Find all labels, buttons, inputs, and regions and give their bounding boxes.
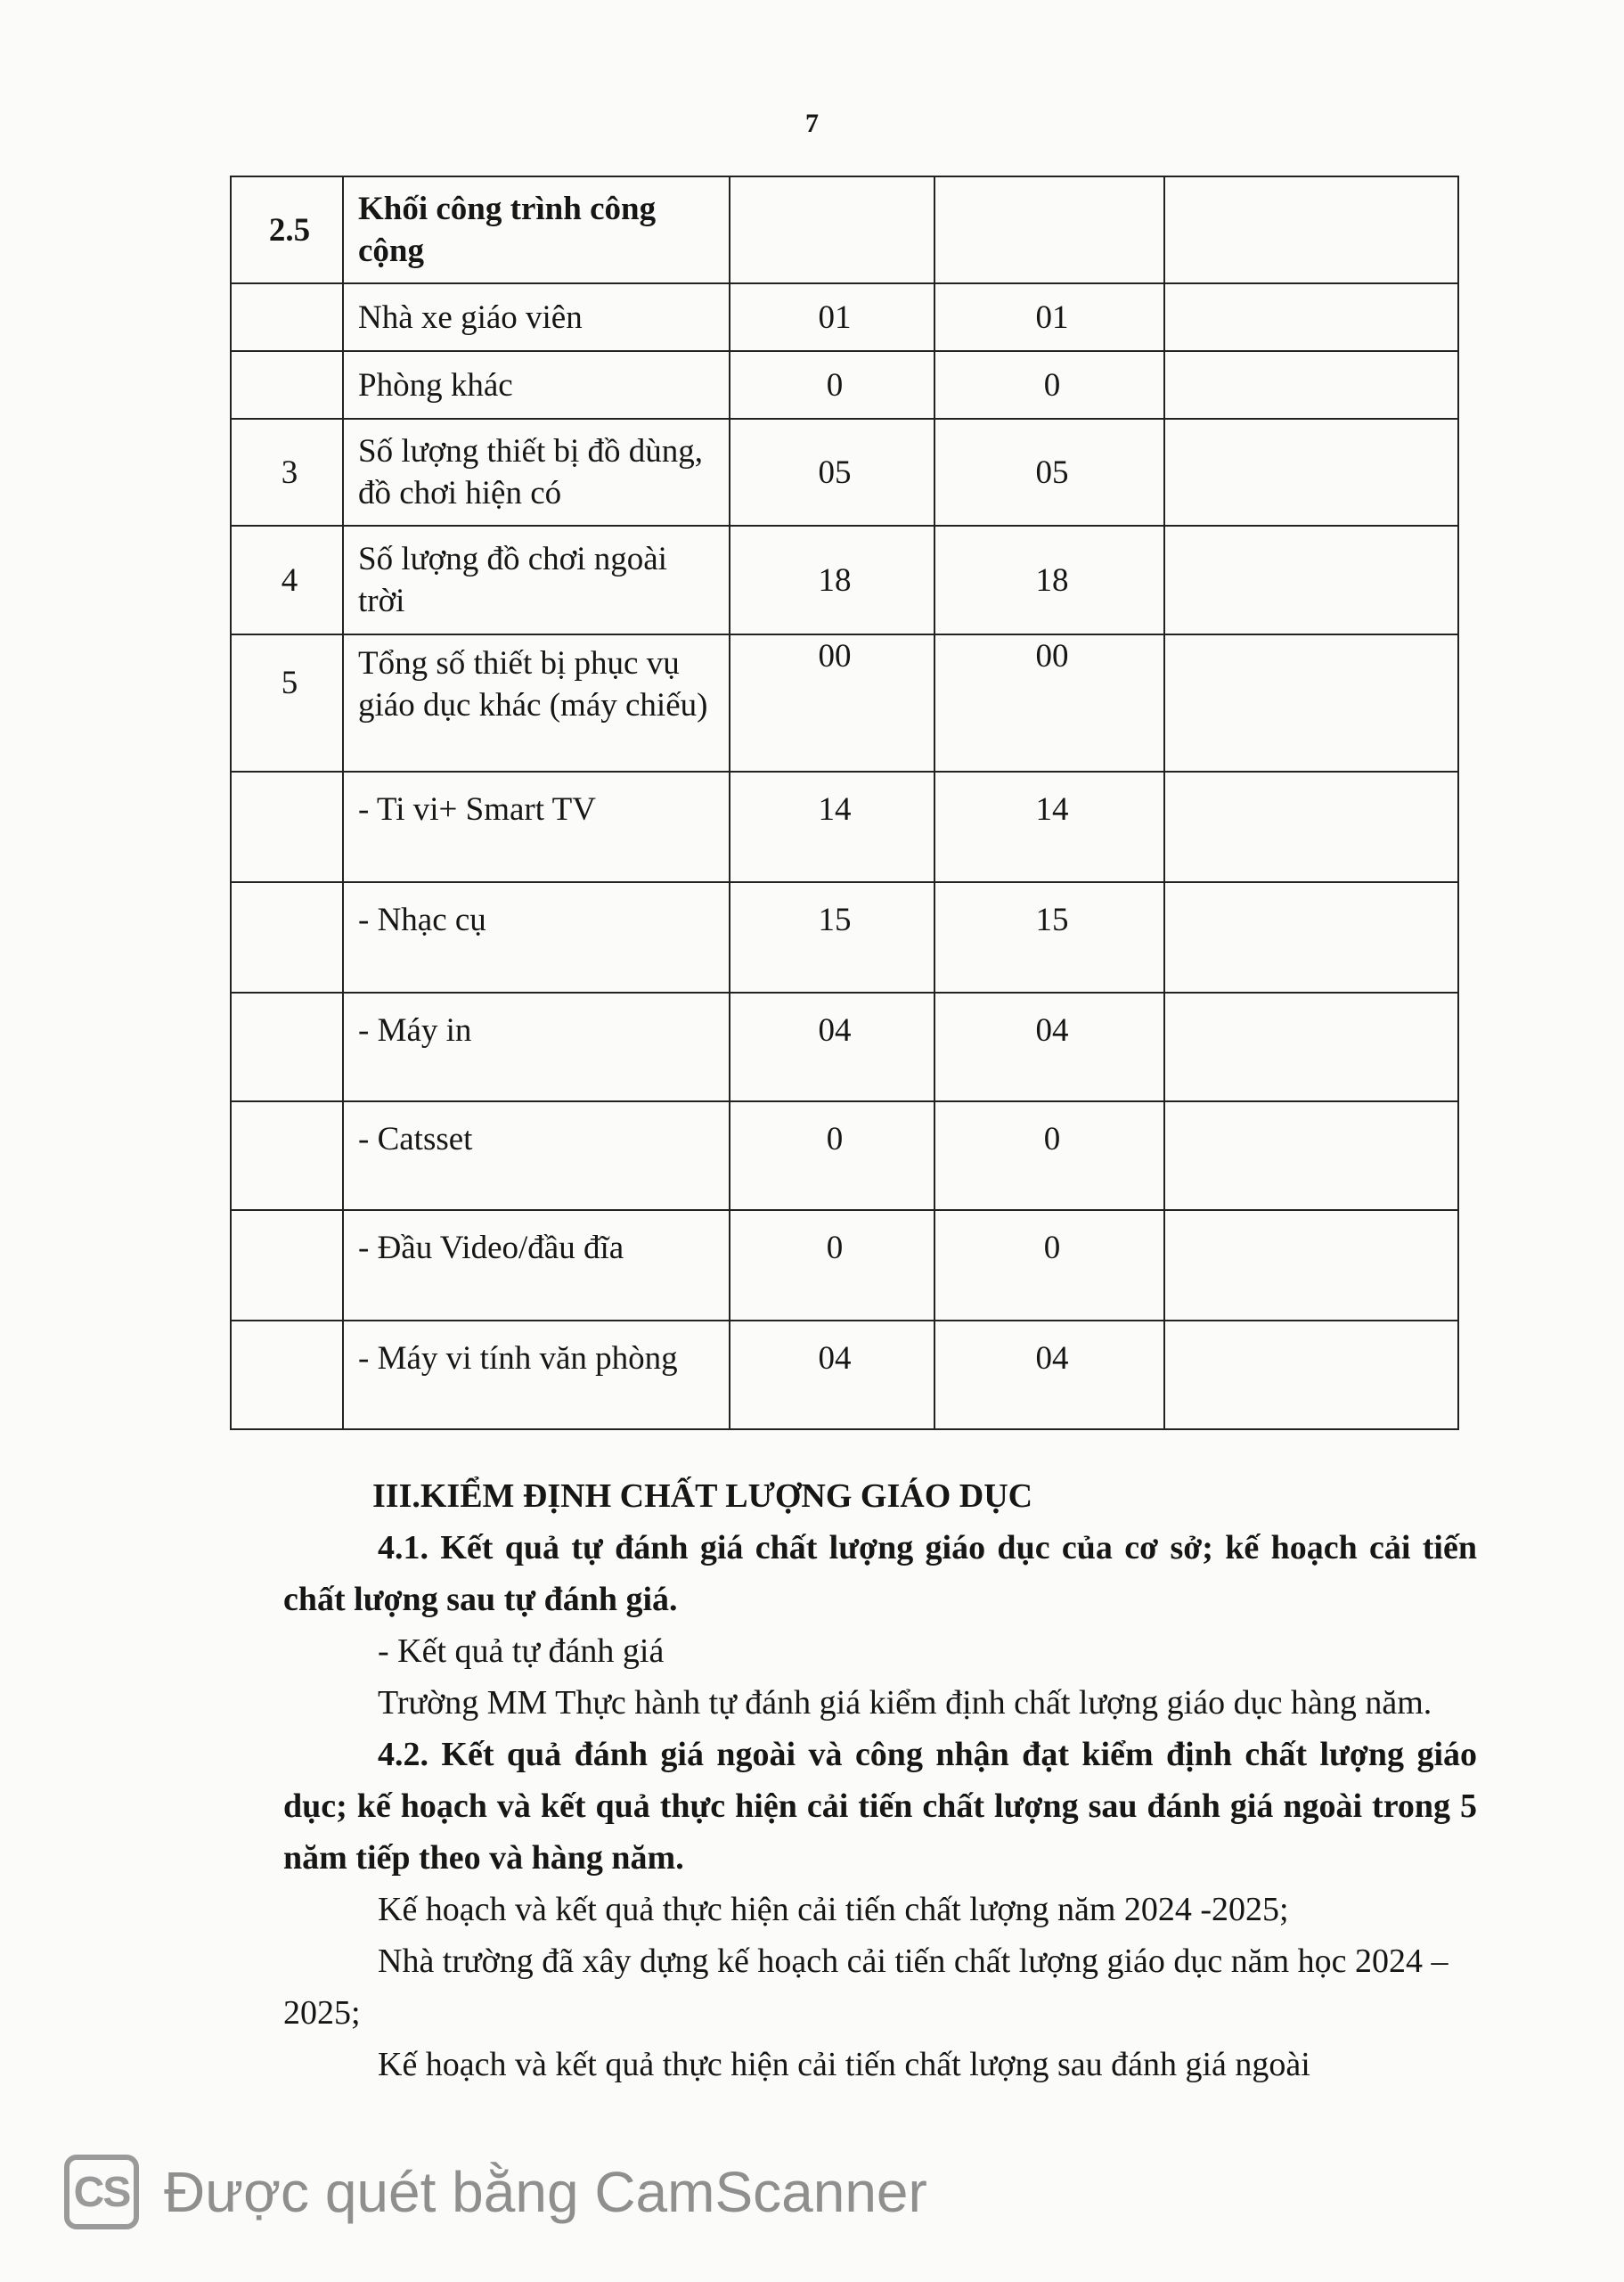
- watermark-text: Được quét bằng CamScanner: [164, 2160, 927, 2224]
- row-value-1-cell: 0: [730, 351, 934, 419]
- row-value-2-cell: 05: [934, 419, 1164, 526]
- section-heading: III.KIỂM ĐỊNH CHẤT LƯỢNG GIÁO DỤC: [372, 1477, 1033, 1515]
- row-number-cell: [231, 283, 343, 351]
- table-row: [231, 772, 1458, 882]
- table-row: [231, 993, 1458, 1101]
- row-note-cell: [1164, 882, 1458, 993]
- row-value-2-cell: 04: [934, 1321, 1164, 1429]
- row-number-cell: [231, 1101, 343, 1210]
- row-note-cell: [1164, 283, 1458, 351]
- row-number-cell: [231, 351, 343, 419]
- row-number-cell: [231, 1210, 343, 1321]
- row-note-cell: [1164, 1101, 1458, 1210]
- row-note-cell: [1164, 993, 1458, 1101]
- table-row: [231, 176, 1458, 283]
- row-item-cell: Số lượng thiết bị đồ dùng, đồ chơi hiện có: [343, 419, 730, 526]
- row-value-1-cell: 14: [730, 772, 934, 882]
- row-item-cell: Nhà xe giáo viên: [343, 283, 730, 351]
- row-number-cell: 2.5: [231, 176, 343, 283]
- section-4-1-subtitle: - Kết quả tự đánh giá: [378, 1632, 665, 1670]
- row-item-cell: Khối công trình công cộng: [343, 176, 730, 283]
- row-note-cell: [1164, 526, 1458, 634]
- row-value-2-cell: 0: [934, 1210, 1164, 1321]
- table-row: [231, 634, 1458, 772]
- row-number-cell: [231, 993, 343, 1101]
- row-number-cell: [231, 882, 343, 993]
- page-number: 7: [805, 109, 819, 138]
- row-number-cell: [231, 1321, 343, 1429]
- row-number-cell: 4: [231, 526, 343, 634]
- row-note-cell: [1164, 351, 1458, 419]
- row-value-2-cell: 15: [934, 882, 1164, 993]
- section-4-2-line-3: Kế hoạch và kết quả thực hiện cải tiến chất lượng sau đánh giá ngoài: [378, 2046, 1310, 2083]
- row-number-cell: 5: [231, 634, 343, 772]
- quality-accreditation-section: [283, 1470, 1477, 2090]
- table-body: [231, 176, 1458, 1429]
- row-item-cell: - Đầu Video/đầu đĩa: [343, 1210, 730, 1321]
- table-row: [231, 283, 1458, 351]
- row-note-cell: [1164, 634, 1458, 772]
- table-row: [231, 351, 1458, 419]
- row-value-1-cell: [730, 176, 934, 283]
- row-value-1-cell: 04: [730, 1321, 934, 1429]
- section-4-2-line-2: Nhà trường đã xây dựng kế hoạch cải tiến chất lượng giáo dục năm học 2024 – 2025;: [283, 1943, 1449, 2032]
- row-note-cell: [1164, 1321, 1458, 1429]
- row-number-cell: [231, 772, 343, 882]
- row-value-2-cell: 0: [934, 1101, 1164, 1210]
- row-value-2-cell: 04: [934, 993, 1164, 1101]
- row-note-cell: [1164, 419, 1458, 526]
- row-value-1-cell: 15: [730, 882, 934, 993]
- section-4-2-title: 4.2. Kết quả đánh giá ngoài và công nhận đạt kiểm định chất lượng giáo dục; kế hoạch và kết quả thực hiện cải tiến chất lượng sau đánh giá ngoài trong 5 năm tiếp theo và hàng năm.: [283, 1736, 1477, 1877]
- row-item-cell: - Nhạc cụ: [343, 882, 730, 993]
- section-4-2-line-1: Kế hoạch và kết quả thực hiện cải tiến chất lượng năm 2024 -2025;: [378, 1891, 1289, 1928]
- table-row: [231, 1210, 1458, 1321]
- row-value-1-cell: 00: [730, 634, 934, 772]
- row-value-1-cell: 05: [730, 419, 934, 526]
- camscanner-logo-icon: CS: [64, 2155, 139, 2229]
- row-value-2-cell: [934, 176, 1164, 283]
- row-value-2-cell: 18: [934, 526, 1164, 634]
- row-item-cell: - Catsset: [343, 1101, 730, 1210]
- row-value-1-cell: 01: [730, 283, 934, 351]
- table-row: [231, 1101, 1458, 1210]
- row-value-2-cell: 0: [934, 351, 1164, 419]
- row-value-2-cell: 00: [934, 634, 1164, 772]
- row-note-cell: [1164, 1210, 1458, 1321]
- row-value-1-cell: 04: [730, 993, 934, 1101]
- row-value-2-cell: 01: [934, 283, 1164, 351]
- row-value-1-cell: 0: [730, 1210, 934, 1321]
- row-item-cell: Số lượng đồ chơi ngoài trời: [343, 526, 730, 634]
- row-value-1-cell: 18: [730, 526, 934, 634]
- row-note-cell: [1164, 176, 1458, 283]
- row-note-cell: [1164, 772, 1458, 882]
- row-value-2-cell: 14: [934, 772, 1164, 882]
- section-4-1-body: Trường MM Thực hành tự đánh giá kiểm định chất lượng giáo dục hàng năm.: [378, 1684, 1432, 1722]
- section-4-1-title: 4.1. Kết quả tự đánh giá chất lượng giáo dục của cơ sở; kế hoạch cải tiến chất lượng sau tự đánh giá.: [283, 1529, 1477, 1618]
- table-row: [231, 526, 1458, 634]
- camscanner-watermark: [64, 2155, 927, 2229]
- row-item-cell: Phòng khác: [343, 351, 730, 419]
- table-row: [231, 882, 1458, 993]
- row-item-cell: - Ti vi+ Smart TV: [343, 772, 730, 882]
- row-item-cell: - Máy in: [343, 993, 730, 1101]
- row-value-1-cell: 0: [730, 1101, 934, 1210]
- table-row: [231, 1321, 1458, 1429]
- row-item-cell: - Máy vi tính văn phòng: [343, 1321, 730, 1429]
- table-row: [231, 419, 1458, 526]
- facility-table: [230, 176, 1459, 1430]
- row-number-cell: 3: [231, 419, 343, 526]
- row-item-cell: Tổng số thiết bị phục vụ giáo dục khác (máy chiếu): [343, 634, 730, 772]
